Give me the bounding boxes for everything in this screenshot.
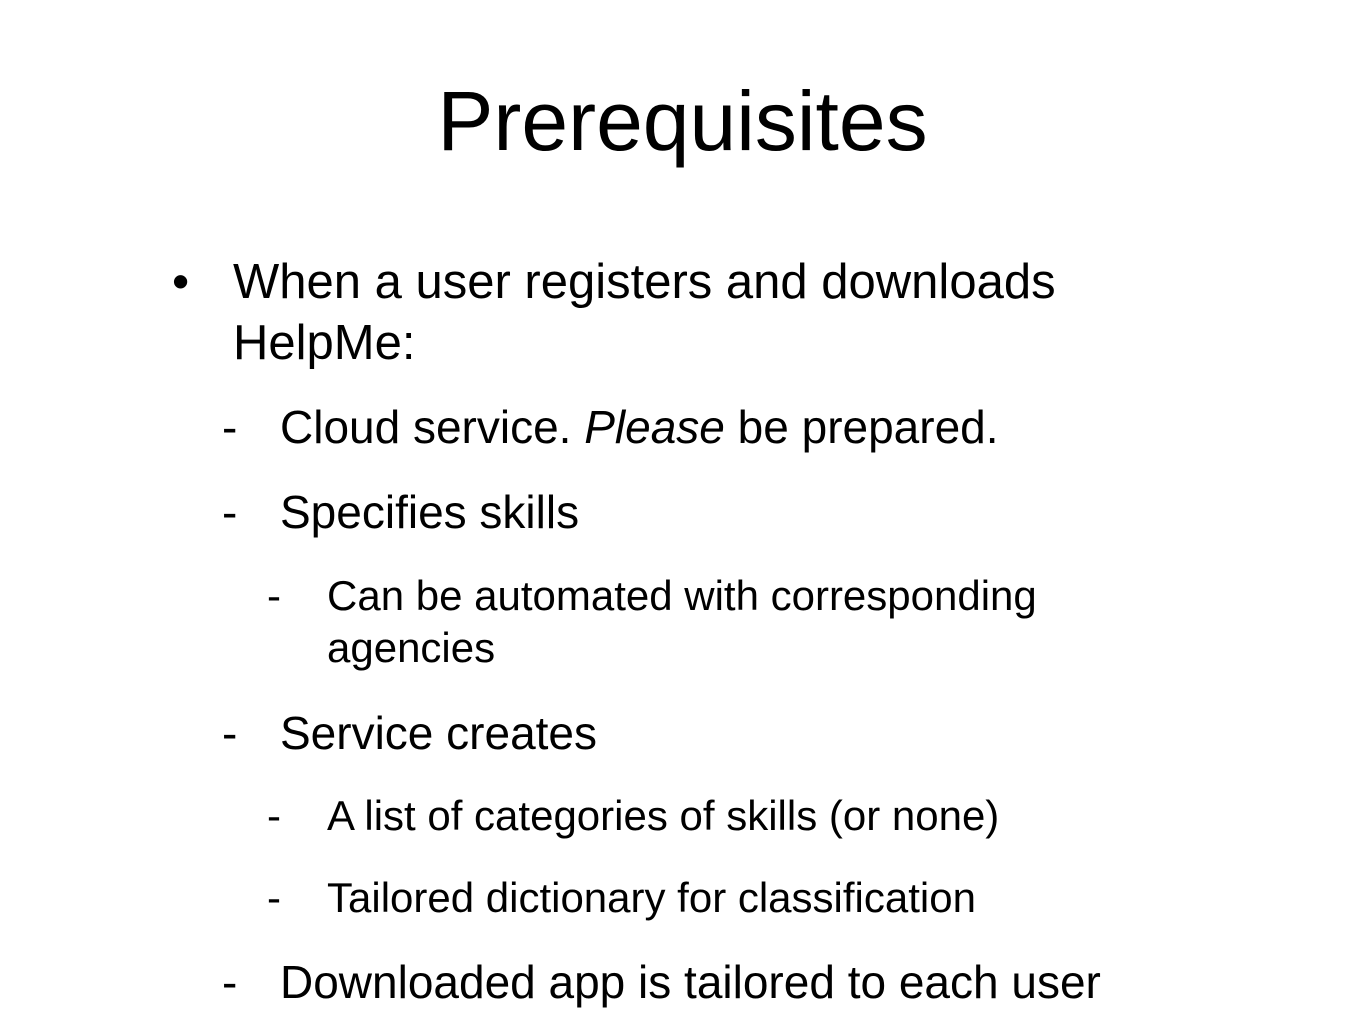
sub-sub-item-text: Tailored dictionary for classification bbox=[327, 874, 976, 921]
sub-item-text: Downloaded app is tailored to each user bbox=[280, 956, 1101, 1008]
sub-item-text bbox=[280, 401, 999, 453]
sub-sub-item-text-line: agencies bbox=[327, 624, 496, 671]
dash-marker: - bbox=[222, 401, 238, 453]
sub-item-text: Specifies skills bbox=[280, 486, 580, 538]
sub-sub-item-text-line: Can be automated with corresponding bbox=[327, 572, 1037, 619]
bullet-text-line: When a user registers and downloads bbox=[233, 255, 1056, 309]
dash-marker: - bbox=[222, 956, 238, 1008]
text-segment: be prepared. bbox=[724, 401, 999, 453]
emphasis-text: Please bbox=[584, 401, 725, 453]
dash-marker: - bbox=[267, 874, 281, 921]
sub-sub-item-text: A list of categories of skills (or none) bbox=[327, 792, 1000, 839]
dash-marker: - bbox=[222, 707, 238, 759]
bullet-text-line: HelpMe: bbox=[233, 316, 416, 370]
slide-title: Prerequisites bbox=[437, 74, 928, 168]
bullet-marker: • bbox=[172, 255, 190, 309]
sub-item-text: Service creates bbox=[280, 707, 598, 759]
dash-marker: - bbox=[267, 792, 281, 839]
text-segment: Cloud service. bbox=[280, 401, 585, 453]
dash-marker: - bbox=[267, 572, 281, 619]
dash-marker: - bbox=[222, 486, 238, 538]
